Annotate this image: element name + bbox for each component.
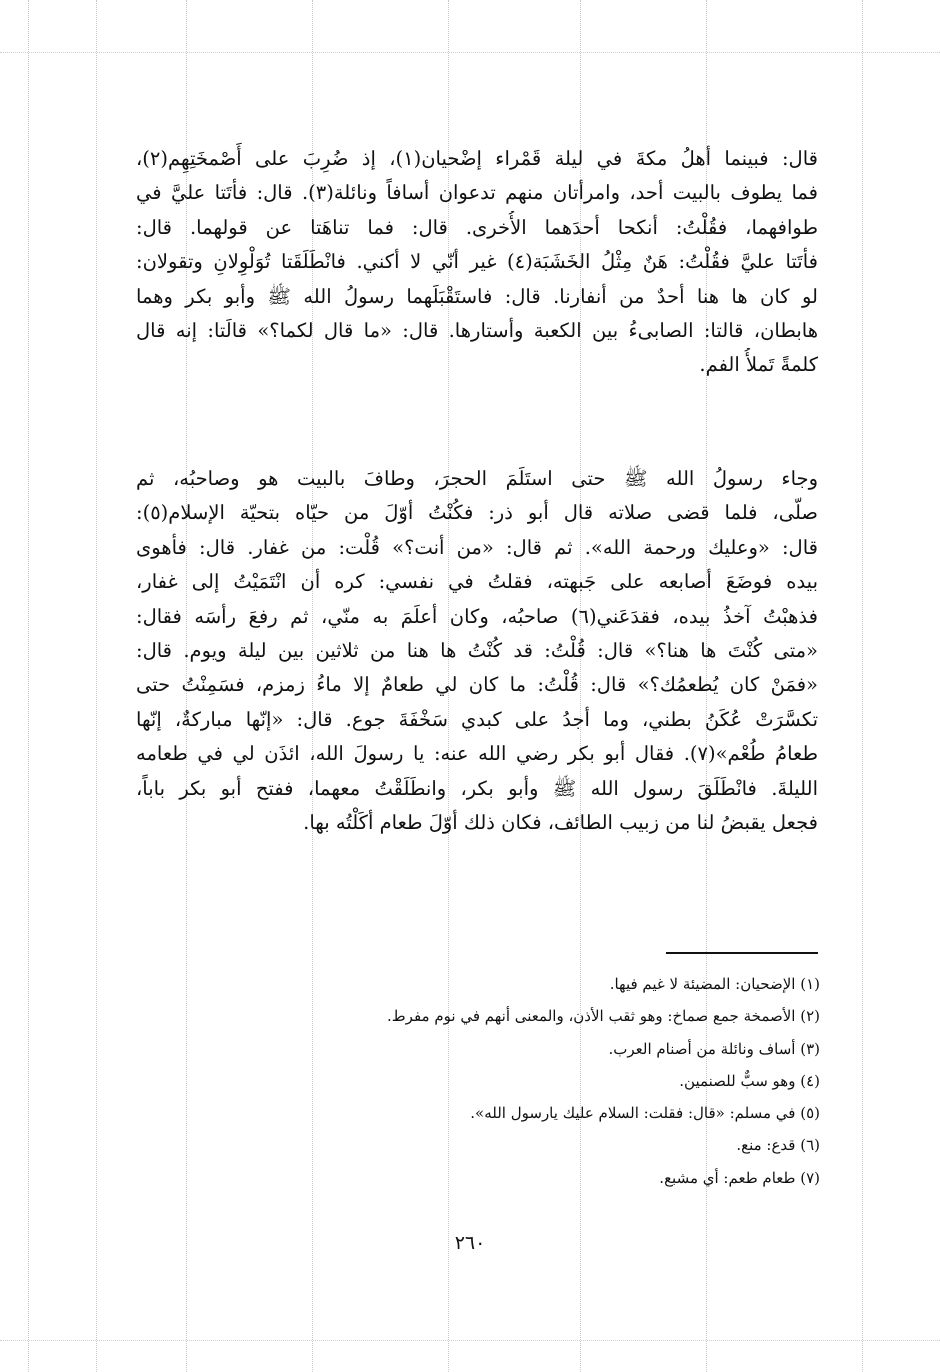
footnote: (٣) أساف ونائلة من أصنام العرب. (608, 1039, 820, 1058)
footnote: (٥) في مسلم: «قال: فقلت: السلام عليك يارسول الله». (470, 1104, 820, 1123)
footnote: (١) الإضحيان: المضيئة لا غيم فيها. (609, 975, 820, 993)
footnote: (٤) وهو سبٌّ للصنمين. (679, 1071, 820, 1090)
text-line: قال: «وعليك ورحمة الله». ثم قال: «من أنت؟» قُلْت: من غفار. قال: فأهوى (136, 535, 818, 559)
scan-guide-line (862, 0, 863, 1372)
text-line: تكسَّرَتْ عُكَنُ بطني، وما أجدُ على كبدي سَخْفَةَ جوع. قال: «إنّها مباركةٌ، إنّها (136, 707, 818, 731)
text-line: لو كان ها هنا أحدٌ من أنفارنا. قال: فاستَقْبَلَهما رسولُ الله ﷺ وأبو بكر وهما (136, 284, 818, 308)
text-line: هابطان، قالتا: الصابىءُ بين الكعبة وأستارها. قال: «ما قال لكما؟» قالَتا: إنه قال (136, 318, 818, 342)
scan-guide-line (28, 0, 29, 1372)
footnote: (٦) قدع: منع. (736, 1136, 820, 1155)
text-line: فجعل يقبضُ لنا من زبيب الطائف، فكان ذلك أوّلَ طعام أكَلْتُه بها. (303, 810, 818, 834)
scan-guide-line (96, 0, 97, 1372)
text-line: «فمَنْ كان يُطعمُك؟» قال: قُلْتُ: ما كان لي طعامٌ إلا ماءُ زمزم، فسَمِنْتُ حتى (136, 673, 818, 697)
text-line: فأتَتا عليَّ فقُلْتُ: هَنٌ مِثْلُ الخَشَبَة(٤) غير أنّي لا أكني. فانْطَلَقَتا تُوَلْوِلانِ وتقولان: (136, 250, 818, 274)
text-line: فما يطوف بالبيت أحد، وامرأتان منهم تدعوان أسافاً ونائلة(٣). قال: فأتَتا عليَّ في (136, 181, 818, 205)
text-line: طوافهما، فقُلْتُ: أنكحا أحدَهما الأُخرى. قال: فما تناهَتا عن قولهما. قال: (136, 215, 818, 239)
footnotes (220, 968, 820, 1194)
scan-guide-line (0, 52, 940, 53)
page-number: ٢٦٠ (454, 1232, 486, 1254)
text-line: وجاء رسولُ الله ﷺ حتى استَلَمَ الحجرَ، وطافَ بالبيت هو وصاحبُه، ثم (136, 467, 818, 490)
text-line: طعامُ طُعْم»(٧). فقال أبو بكر رضي الله عنه: يا رسولَ الله، ائذَن لي في طعامه (136, 742, 818, 766)
footnote-separator (666, 952, 818, 954)
text-line: فذهبْتُ آخذُ بيده، فقدَعَني(٦) صاحبُه، وكان أعلَمَ به منّي، ثم رفعَ رأسَه فقال: (136, 604, 818, 628)
footnote: (٢) الأصمخة جمع صماخ: وهو ثقب الأذن، والمعنى أنهم في نوم مفرط. (387, 1007, 820, 1026)
text-line: قال: فبينما أهلُ مكةَ في ليلة قَمْراء إضْحيان(١)، إذ ضُرِبَ على أَصْمخَتِهِم(٢)، (136, 147, 818, 170)
paragraph-1 (136, 142, 818, 383)
text-line: صلّى، فلما قضى صلاته قال أبو ذر: فكُنْتُ أوّلَ من حيّاه بتحيّة الإسلام(٥): (136, 501, 818, 525)
text-line: بيده فوضَعَ أصابعه على جَبهته، فقلتُ في نفسي: كره أن انْتَمَيْتُ إلى غفار، (136, 570, 818, 594)
text-line: الليلةَ. فانْطَلَقَ رسول الله ﷺ وأبو بكر، وانطَلَقْتُ معهما، ففتح أبو بكر باباً، (136, 776, 818, 800)
scan-guide-line (0, 1340, 940, 1341)
paragraph-2 (136, 462, 818, 840)
text-line: كلمةً تَملأُ الفم. (699, 353, 818, 377)
text-line: «متى كُنْتَ ها هنا؟» قال: قُلْتُ: قد كُنْتُ ها هنا من ثلاثين بين ليلة ويوم. قال: (136, 638, 818, 662)
footnote: (٧) طعام طعم: أي مشبع. (659, 1168, 820, 1187)
